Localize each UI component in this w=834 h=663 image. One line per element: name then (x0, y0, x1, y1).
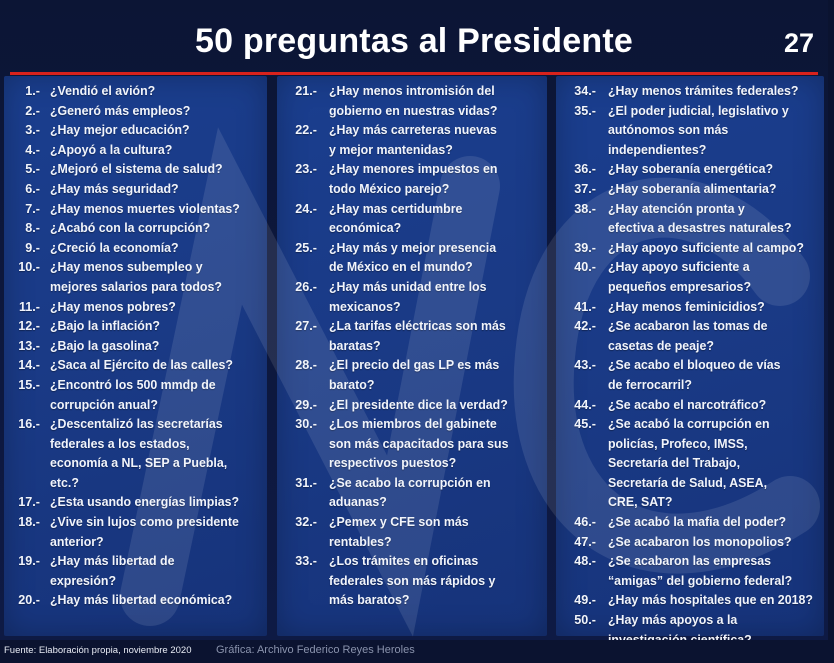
question-number: 48.- (574, 554, 596, 569)
question-number: 2.- (25, 103, 40, 118)
question-number: 13.- (18, 338, 40, 353)
question-text-line: ¿Hay mas certidumbre (329, 201, 463, 216)
question-number: 15.- (18, 377, 40, 392)
question-text-line: Secretaría de Salud, ASEA, (608, 475, 768, 490)
question-number: 4.- (25, 142, 40, 157)
question-item (14, 552, 277, 591)
question-item (14, 513, 277, 552)
question-item (14, 493, 277, 513)
question-number: 34.- (574, 84, 596, 98)
question-text-line: ¿Hay más apoyos a la (608, 613, 738, 628)
question-text-line: respectivos puestos? (329, 456, 457, 471)
question-text-line: ¿La tarifas eléctricas son más (329, 319, 506, 334)
question-item (566, 298, 834, 318)
question-text-line: economía a NL, SEP a Puebla, (50, 456, 228, 471)
question-item (14, 219, 277, 239)
question-number: 47.- (574, 534, 596, 549)
question-text-line: ¿Hay menos pobres? (50, 299, 176, 314)
footer (0, 640, 828, 663)
question-text-line: casetas de peaje? (608, 338, 714, 353)
question-text-line: ¿Hay más carreteras nuevas (329, 123, 497, 138)
question-number: 12.- (18, 319, 40, 334)
question-text-line: ¿Vive sin lujos como presidente (50, 515, 239, 530)
question-item (14, 591, 277, 611)
question-text-line: ¿Hay apoyo suficiente a (608, 260, 750, 275)
question-number: 26.- (295, 279, 317, 294)
question-text-line: ¿Hay más y mejor presencia (329, 240, 497, 255)
question-text-line: de ferrocarril? (608, 377, 692, 392)
question-text-line: ¿Generó más empleos? (50, 103, 191, 118)
question-text-line: ¿Hay menos muertes violentas? (50, 201, 240, 216)
question-item (566, 513, 834, 533)
question-number: 39.- (574, 240, 596, 255)
question-text-line: ¿Hay menos trámites federales? (608, 84, 799, 98)
question-item (566, 552, 834, 591)
question-text-line: policías, Profeco, IMSS, (608, 436, 748, 451)
question-item (566, 533, 834, 553)
question-text-line: barato? (329, 377, 375, 392)
question-text-line: de México en el mundo? (329, 260, 473, 275)
question-number: 31.- (295, 475, 317, 490)
question-text-line: ¿Encontró los 500 mmdp de (50, 377, 216, 392)
question-text-line: CRE, SAT? (608, 495, 673, 510)
question-item (566, 258, 834, 297)
question-text-line: ¿Saca al Ejército de las calles? (50, 358, 233, 373)
question-item (287, 356, 557, 395)
question-number: 41.- (574, 299, 596, 314)
question-item (287, 160, 557, 199)
question-item (14, 258, 277, 297)
question-item (566, 82, 834, 102)
question-item (14, 180, 277, 200)
question-item (287, 82, 557, 121)
question-text-line: ¿Se acabaron las tomas de (608, 319, 768, 334)
question-text-line: aduanas? (329, 495, 387, 510)
question-number: 22.- (295, 123, 317, 138)
question-item (14, 141, 277, 161)
question-number: 45.- (574, 417, 596, 432)
question-number: 20.- (18, 593, 40, 608)
question-number: 23.- (295, 162, 317, 177)
question-item (566, 200, 834, 239)
question-item (14, 160, 277, 180)
question-text-line: ¿Hay soberanía alimentaria? (608, 181, 777, 196)
question-text-line: ¿Hay menos subempleo y (50, 260, 203, 275)
question-item (14, 200, 277, 220)
question-item (14, 356, 277, 376)
question-item (14, 102, 277, 122)
question-number: 8.- (25, 221, 40, 236)
question-item (14, 317, 277, 337)
question-number: 42.- (574, 319, 596, 334)
question-text-line: independientes? (608, 142, 707, 157)
question-item (14, 298, 277, 318)
question-number: 29.- (295, 397, 317, 412)
question-number: 24.- (295, 201, 317, 216)
question-item (287, 415, 557, 474)
question-item (566, 415, 834, 513)
question-item (287, 121, 557, 160)
question-text-line: ¿Hay menores impuestos en (329, 162, 498, 177)
question-number: 28.- (295, 358, 317, 373)
question-text-line: ¿Hay apoyo suficiente al campo? (608, 240, 804, 255)
question-item (287, 278, 557, 317)
question-number: 40.- (574, 260, 596, 275)
question-number: 16.- (18, 417, 40, 432)
question-text-line: efectiva a desastres naturales? (608, 221, 792, 236)
question-number: 14.- (18, 358, 40, 373)
question-item (566, 160, 834, 180)
question-text-line: todo México parejo? (329, 181, 450, 196)
question-number: 38.- (574, 201, 596, 216)
question-number: 7.- (25, 201, 40, 216)
question-text-line: ¿Hay menos intromisión del (329, 84, 495, 98)
question-item (566, 102, 834, 161)
question-number: 44.- (574, 397, 596, 412)
question-text-line: ¿Apoyó a la cultura? (50, 142, 173, 157)
question-text-line: ¿Hay más seguridad? (50, 181, 179, 196)
title-underline (10, 72, 818, 75)
question-text-line: mexicanos? (329, 299, 401, 314)
question-text-line: ¿Hay soberanía energética? (608, 162, 774, 177)
question-number: 11.- (18, 299, 40, 314)
question-text-line: ¿Se acabo la corrupción en (329, 475, 491, 490)
question-text-line: ¿Acabó con la corrupción? (50, 221, 211, 236)
question-text-line: gobierno en nuestras vidas? (329, 103, 498, 118)
question-text-line: mejores salarios para todos? (50, 279, 222, 294)
questions-column-1 (4, 76, 267, 636)
question-text-line: ¿Se acabaron las empresas (608, 554, 771, 569)
question-number: 49.- (574, 593, 596, 608)
question-text-line: Secretaría del Trabajo, (608, 456, 741, 471)
question-item (566, 356, 834, 395)
question-text-line: ¿Pemex y CFE son más (329, 515, 469, 530)
question-item (566, 591, 834, 611)
question-text-line: etc.? (50, 475, 79, 490)
question-text-line: corrupción anual? (50, 397, 158, 412)
question-item (14, 239, 277, 259)
question-text-line: ¿Se acabó la mafia del poder? (608, 515, 787, 530)
question-text-line: federales a los estados, (50, 436, 190, 451)
question-item (287, 396, 557, 416)
question-number: 21.- (295, 84, 317, 98)
question-item (566, 239, 834, 259)
question-number: 35.- (574, 103, 596, 118)
question-text-line: baratas? (329, 338, 381, 353)
question-text-line: ¿Los trámites en oficinas (329, 554, 479, 569)
question-text-line: ¿Hay menos feminicidios? (608, 299, 765, 314)
question-text-line: ¿Vendió el avión? (50, 84, 156, 98)
question-number: 9.- (25, 240, 40, 255)
question-text-line: ¿Hay más hospitales que en 2018? (608, 593, 813, 608)
question-text-line: económica? (329, 221, 402, 236)
question-text-line: más baratos? (329, 593, 410, 608)
question-item (14, 337, 277, 357)
question-text-line: ¿El precio del gas LP es más (329, 358, 500, 373)
question-text-line: ¿Se acabaron los monopolios? (608, 534, 792, 549)
question-text-line: ¿Hay más libertad económica? (50, 593, 233, 608)
question-text-line: ¿Se acabó la corrupción en (608, 417, 770, 432)
question-number: 3.- (25, 123, 40, 138)
question-item (287, 513, 557, 552)
question-text-line: ¿Hay mejor educación? (50, 123, 190, 138)
question-number: 25.- (295, 240, 317, 255)
question-text-line: ¿Se acabo el narcotráfico? (608, 397, 767, 412)
question-number: 19.- (18, 554, 40, 569)
question-item (287, 474, 557, 513)
question-text-line: ¿Hay atención pronta y (608, 201, 745, 216)
question-item (14, 82, 277, 102)
question-number: 5.- (25, 162, 40, 177)
question-text-line: ¿Hay más unidad entre los (329, 279, 487, 294)
question-number: 30.- (295, 417, 317, 432)
question-text-line: expresión? (50, 573, 117, 588)
question-text-line: ¿Bajo la inflación? (50, 319, 160, 334)
question-text-line: ¿Los miembros del gabinete (329, 417, 497, 432)
question-item (566, 180, 834, 200)
question-number: 18.- (18, 515, 40, 530)
question-item (287, 239, 557, 278)
question-text-line: autónomos son más (608, 123, 729, 138)
question-number: 17.- (18, 495, 40, 510)
question-text-line: ¿El presidente dice la verdad? (329, 397, 508, 412)
question-text-line: ¿Bajo la gasolina? (50, 338, 160, 353)
question-text-line: ¿Hay más libertad de (50, 554, 175, 569)
question-text-line: ¿Creció la economía? (50, 240, 179, 255)
question-text-line: y mejor mantenidas? (329, 142, 453, 157)
question-item (566, 317, 834, 356)
page-title: 50 preguntas al Presidente (195, 22, 633, 60)
graphic-credit: Gráfica: Archivo Federico Reyes Heroles (216, 644, 415, 656)
question-text-line: ¿Esta usando energías limpias? (50, 495, 240, 510)
question-text-line: ¿Mejoró el sistema de salud? (50, 162, 223, 177)
question-item (287, 317, 557, 356)
question-number: 37.- (574, 181, 596, 196)
question-number: 46.- (574, 515, 596, 530)
page-number: 27 (783, 28, 814, 58)
question-text-line: anterior? (50, 534, 104, 549)
question-number: 36.- (574, 162, 596, 177)
header (0, 10, 828, 70)
question-item (287, 200, 557, 239)
question-item (287, 552, 557, 611)
question-number: 43.- (574, 358, 596, 373)
question-number: 50.- (574, 613, 596, 628)
question-text-line: ¿Descentalizó las secretarías (50, 417, 223, 432)
questions-column-3 (556, 76, 824, 636)
question-number: 32.- (295, 515, 317, 530)
question-text-line: ¿Se acabo el bloqueo de vías (608, 358, 781, 373)
question-number: 6.- (25, 181, 40, 196)
question-text-line: pequeños empresarios? (608, 279, 752, 294)
question-number: 33.- (295, 554, 317, 569)
question-number: 27.- (295, 319, 317, 334)
question-item (566, 396, 834, 416)
question-number: 10.- (18, 260, 40, 275)
question-text-line: rentables? (329, 534, 392, 549)
question-item (14, 121, 277, 141)
question-item (14, 376, 277, 415)
question-number: 1.- (25, 84, 40, 98)
question-text-line: federales son más rápidos y (329, 573, 496, 588)
question-text-line: ¿El poder judicial, legislativo y (608, 103, 789, 118)
source-note: Fuente: Elaboración propia, noviembre 2020 (4, 645, 192, 656)
question-text-line: son más capacitados para sus (329, 436, 509, 451)
question-text-line: “amigas” del gobierno federal? (608, 573, 793, 588)
questions-column-2 (277, 76, 547, 636)
question-item (14, 415, 277, 493)
